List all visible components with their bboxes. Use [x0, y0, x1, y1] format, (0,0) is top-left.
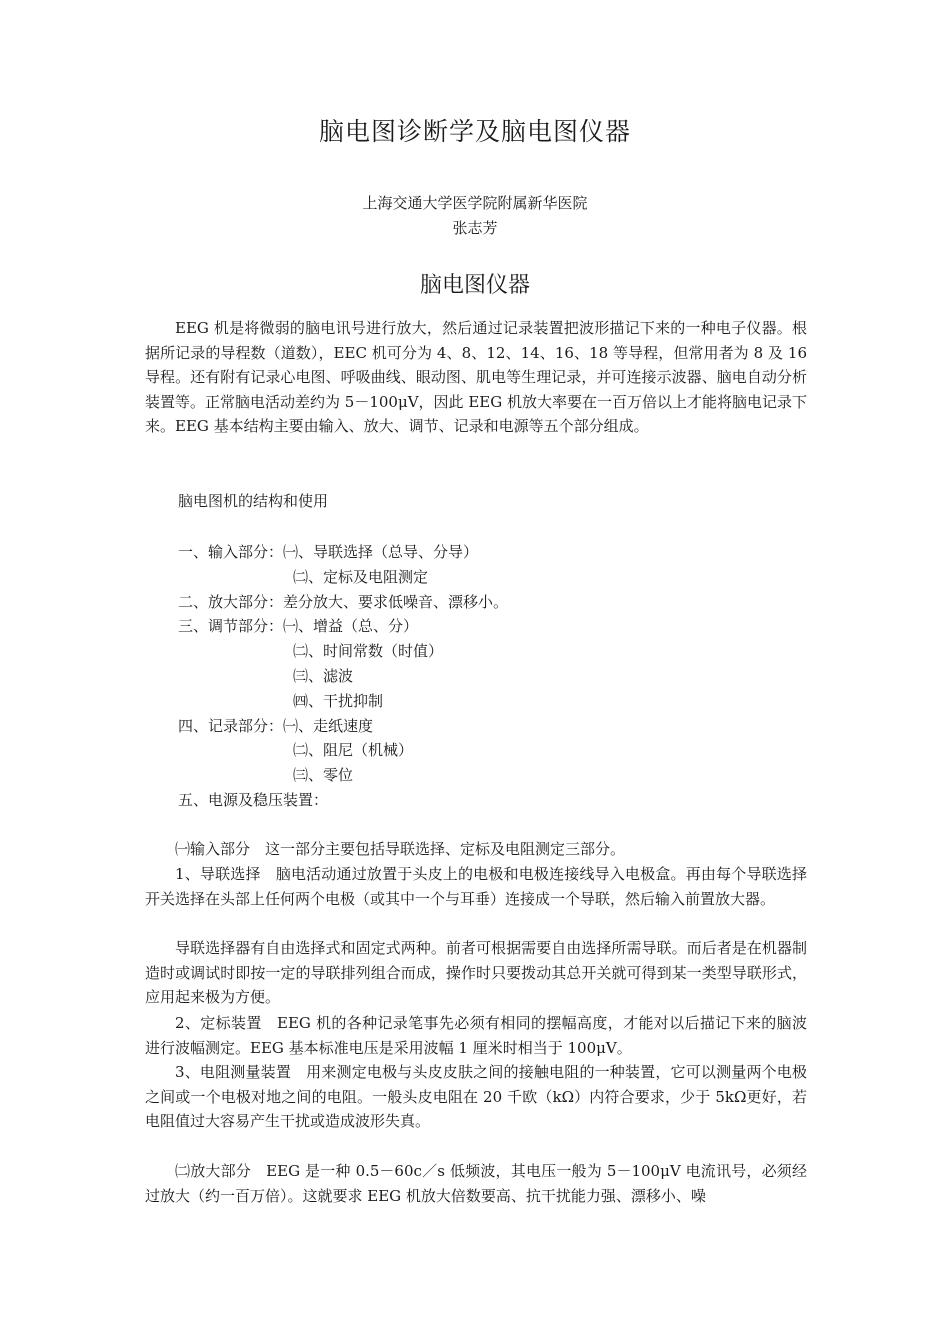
outline-item: ㈢、零位 [293, 766, 354, 784]
section-title: 脑电图仪器 [419, 273, 530, 298]
outline-item: ㈡、阻尼（机械） [293, 741, 414, 759]
input-section-paragraph: ㈠输入部分 这一部分主要包括导联选择、定标及电阻测定三部分。 [175, 840, 626, 858]
subheading: 脑电图机的结构和使用 [178, 492, 329, 510]
outline-item: ㈢、滤波 [293, 667, 354, 685]
amplifier-paragraph: ㈡放大部分 EEG 是一种 0.5－60c／s 低频波，其电压一般为 5－100μV 电流讯号，必须经过放大（约一百万倍）。这就要求 EEG 机放大倍数要高、抗干扰能力强、漂移小、噪 [145, 1162, 807, 1205]
author: 张志芳 [452, 219, 498, 237]
document-title: 脑电图诊断学及脑电图仪器 [318, 117, 631, 146]
outline-item: ㈣、干扰抑制 [293, 692, 384, 710]
calibration-paragraph: 2、定标装置 EEG 机的各种记录笔事先必须有相同的摆幅高度，才能对以后描记下来的脑波进行波幅测定。EEG 基本标准电压是采用波幅 1 厘米时相当于 100μV。 [145, 1014, 807, 1057]
lead-types-paragraph: 导联选择器有自由选择式和固定式两种。前者可根据需要自由选择所需导联。而后者是在机器制造时或调试时即按一定的导联排列组合而成，操作时只要拨动其总开关就可得到某一类型导联形式，应用起来极为方便。 [145, 939, 807, 1007]
outline-item: ㈡、定标及电阻测定 [293, 568, 429, 586]
resistance-paragraph: 3、电阻测量装置 用来测定电极与头皮皮肤之间的接触电阻的一种装置，它可以测量两个电极之间或一个电极对地之间的电阻。一般头皮电阻在 20 千欧（kΩ）内符合要求，少于 5kΩ更好，若电阻值过大容易产生干扰或造成波形失真。 [145, 1063, 807, 1131]
outline-item: 二、放大部分：差分放大、要求低噪音、漂移小。 [178, 593, 509, 611]
affiliation: 上海交通大学医学院附属新华医院 [362, 194, 588, 212]
outline-item: 三、调节部分：㈠、增益（总、分） [178, 617, 419, 635]
intro-paragraph: EEG 机是将微弱的脑电讯号进行放大，然后通过记录装置把波形描记下来的一种电子仪器。根据所记录的导程数（道数），EEC 机可分为 4、8、12、14、16、18 等导程，但常用者为 8 及 16 导程。还有附有记录心电图、呼吸曲线、眼动图、肌电等生理记录，并可连接示波器、脑电自动分析装置等。正常脑电活动差约为 5－100μV，因此 EEG 机放大率要在一百万倍以上才能将脑电记录下来。EEG 基本结构主要由输入、放大、调节、记录和电源等五个部分组成。 [145, 319, 807, 436]
outline-item: 一、输入部分：㈠、导联选择（总导、分导） [178, 543, 479, 561]
outline-item: ㈡、时间常数（时值） [293, 642, 444, 660]
outline-item: 五、电源及稳压装置： [178, 791, 329, 809]
lead-selection-paragraph: 1、导联选择 脑电活动通过放置于头皮上的电极和电极连接线导入电极盒。再由每个导联选择开关选择在头部上任何两个电极（或其中一个与耳垂）连接成一个导联，然后输入前置放大器。 [145, 865, 807, 908]
outline-item: 四、记录部分：㈠、走纸速度 [178, 717, 374, 735]
